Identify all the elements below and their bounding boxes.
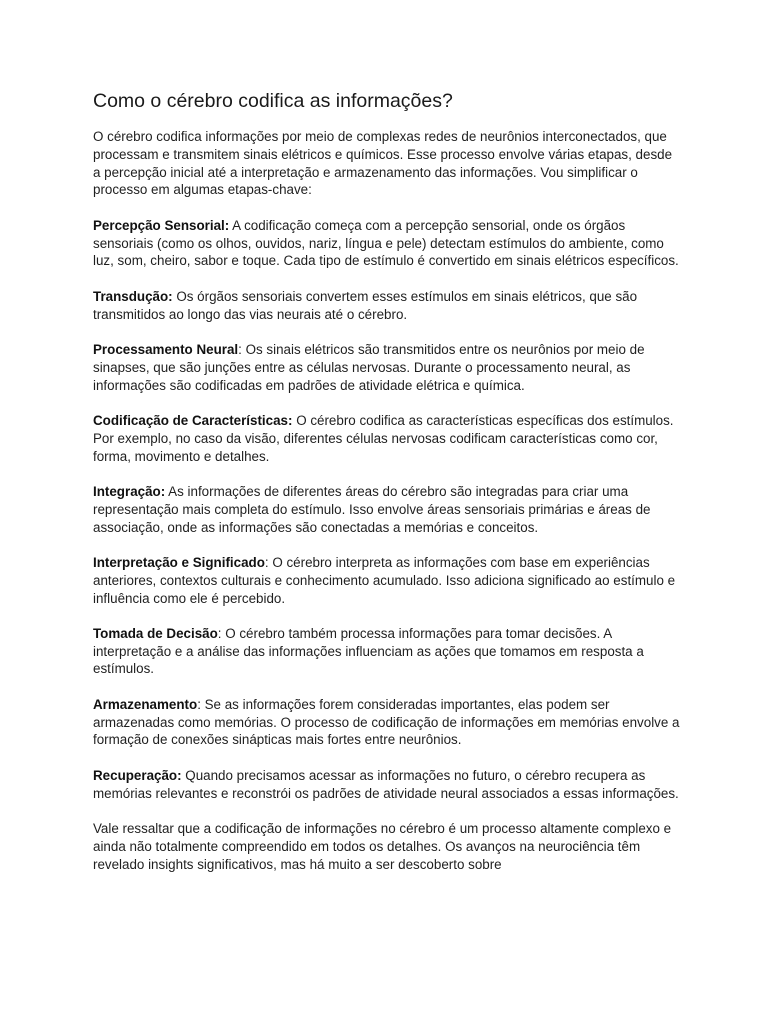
section-heading: Codificação de Características: (93, 412, 293, 428)
section-text: O cérebro codifica as características específicas dos estímulos. Por exemplo, no caso da visão, diferentes células nervosas codificam características como cor, forma, movimento e detalhes. (93, 412, 674, 464)
section-heading: Recuperação: (93, 767, 182, 783)
section-text: A codificação começa com a percepção sensorial, onde os órgãos sensoriais (como os olhos, ouvidos, nariz, língua e pele) detectam estímulos do ambiente, como luz, som, cheiro, sabor e toque. Cada tipo de estímulo é convertido em sinais elétricos específicos. (93, 217, 679, 269)
section-heading: Processamento Neural (93, 341, 239, 357)
intro-paragraph: O cérebro codifica informações por meio de complexas redes de neurônios interconectados, que processam e transmitem sinais elétricos e químicos. Esse processo envolve várias etapas, desde a percepção inicial até a interpretação e armazenamento das informações. Vou simplificar o processo em algumas etapas-chave: (93, 129, 673, 198)
section-text: As informações de diferentes áreas do cérebro são integradas para criar uma representação mais completa do estímulo. Isso envolve áreas sensoriais primárias e áreas de associação, onde as informações são conectadas a memórias e conceitos. (93, 483, 651, 535)
section-feature-coding (93, 412, 683, 465)
section-heading: Interpretação e Significado (93, 554, 265, 570)
document-page (93, 88, 683, 891)
section-neural-processing (93, 341, 683, 394)
section-text: : Se as informações forem consideradas importantes, elas podem ser armazenadas como memórias. O processo de codificação de informações em memórias envolve a formação de conexões sinápticas mais fortes entre neurônios. (93, 696, 680, 748)
section-text: : O cérebro também processa informações para tomar decisões. A interpretação e a análise das informações influenciam as ações que tomamos em resposta a estímulos. (93, 625, 644, 677)
section-heading: Transdução: (93, 288, 173, 304)
section-transduction (93, 288, 683, 324)
section-heading: Tomada de Decisão (93, 625, 218, 641)
section-decision-making (93, 625, 683, 678)
section-retrieval (93, 767, 683, 803)
section-text: Quando precisamos acessar as informações no futuro, o cérebro recupera as memórias relevantes e reconstrói os padrões de atividade neural associados a essas informações. (93, 767, 679, 801)
section-integration (93, 483, 683, 536)
section-text: Os órgãos sensoriais convertem esses estímulos em sinais elétricos, que são transmitidos ao longo das vias neurais até o cérebro. (93, 288, 638, 322)
section-text: : Os sinais elétricos são transmitidos entre os neurônios por meio de sinapses, que são junções entre as células nervosas. Durante o processamento neural, as informações são codificadas em padrões de atividade elétrica e química. (93, 341, 645, 393)
section-interpretation (93, 554, 683, 607)
section-heading: Integração: (93, 483, 166, 499)
closing-paragraph: Vale ressaltar que a codificação de informações no cérebro é um processo altamente complexo e ainda não totalmente compreendido em todos os detalhes. Os avanços na neurociência têm revelado insights significativos, mas há muito a ser descoberto sobre (93, 821, 672, 872)
section-heading: Armazenamento (93, 696, 198, 712)
section-text: : O cérebro interpreta as informações com base em experiências anteriores, contextos culturais e conhecimento acumulado. Isso adiciona significado ao estímulo e influência como ele é percebido. (93, 554, 676, 606)
section-storage (93, 696, 683, 749)
section-heading: Percepção Sensorial: (93, 217, 230, 233)
document-title: Como o cérebro codifica as informações? (93, 90, 453, 112)
section-perception (93, 217, 683, 270)
